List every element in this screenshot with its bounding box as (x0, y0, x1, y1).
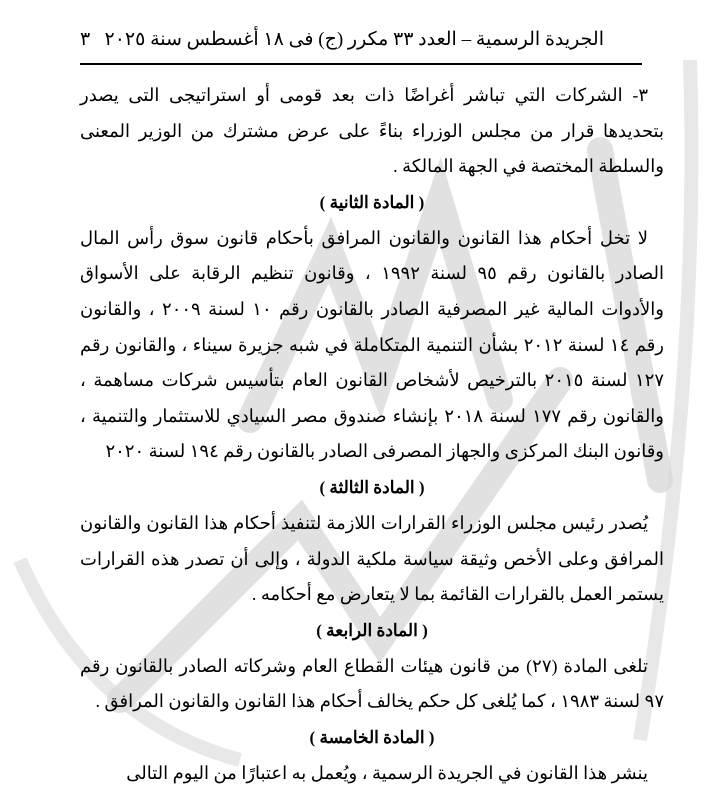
article-2-text: لا تخل أحكام هذا القانون والقانون المرافق بأحكام قانون سوق رأس المال الصادر بالقانون رقم ٩٥ لسنة ١٩٩٢ ، وقانون تنظيم الرقابة على الأسواق والأدوات المالية غير المصرفية الصادر بالقانون رقم ١٠ لسنة ٢٠٠٩ ، والقانون رقم ١٤ لسنة ٢٠١٢ بشأن التنمية المتكاملة في شبه جزيرة سيناء ، والقانون رقم ١٢٧ لسنة ٢٠١٥ بالترخيص لأشخاص القانون العام بتأسيس شركات مساهمة ، والقانون رقم ١٧٧ لسنة ٢٠١٨ بإنشاء صندوق مصر السيادي للاستثمار والتنمية ، وقانون البنك المركزى والجهاز المصرفى الصادر بالقانون رقم ١٩٤ لسنة ٢٠٢٠ (80, 227, 665, 462)
article-4-text: تلغى المادة (٢٧) من قانون هيئات القطاع العام وشركاته الصادر بالقانون رقم ٩٧ لسنة ١٩٨٣ ، كما يُلغى كل حكم يخالف أحكام هذا القانون والقانون المرافق . (80, 655, 664, 712)
article-2-heading: ( المادة الثانية ) (319, 192, 425, 212)
article-5-heading: ( المادة الخامسة ) (309, 727, 435, 747)
header-divider (80, 63, 642, 65)
document-body (80, 78, 664, 792)
article-4-heading: ( المادة الرابعة ) (316, 620, 428, 640)
article-5-text: ينشر هذا القانون في الجريدة الرسمية ، ويُعمل به اعتبارًا من اليوم التالى (126, 762, 648, 783)
page-number: ٣ (80, 29, 91, 50)
article-3-heading: ( المادة الثالثة ) (319, 477, 425, 497)
running-title: الجريدة الرسمية – العدد ٣٣ مكرر (ج) فى ١٨ أغسطس سنة ٢٠٢٥ (104, 29, 604, 50)
page-header (80, 28, 642, 58)
clause-3: ٣- الشركات التي تباشر أغراضًا ذات بعد قومى أو استراتيجى التى يصدر بتحديدها قرار من مجلس الوزراء بناءً على عرض مشترك من الوزير المعنى والسلطة المختصة في الجهة المالكة . (80, 85, 664, 177)
article-3-text: يُصدر رئيس مجلس الوزراء القرارات اللازمة لتنفيذ أحكام هذا القانون والقانون المرافق وعلى الأخص وثيقة سياسة ملكية الدولة ، وإلى أن تصدر هذه القرارات يستمر العمل بالقرارات القائمة بما لا يتعارض مع أحكامه . (80, 512, 664, 605)
